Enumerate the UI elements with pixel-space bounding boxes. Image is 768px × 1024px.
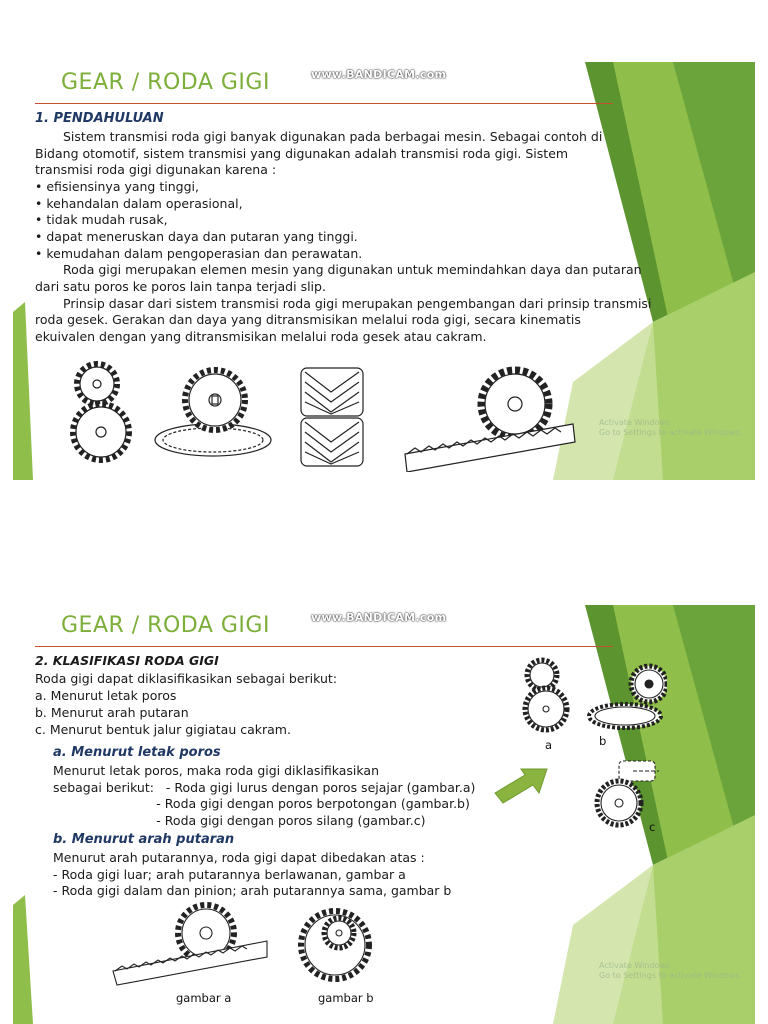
- paragraph-line: Sistem transmisi roda gigi banyak digunakan pada berbagai mesin. Sebagai contoh di: [63, 129, 603, 144]
- intro-line: c. Menurut bentuk jalur gigiatau cakram.: [35, 722, 291, 737]
- paragraph-line: dari satu poros ke poros lain tanpa terjadi slip.: [35, 279, 326, 294]
- spur-gear-pair-image: [65, 360, 145, 470]
- bullet-item: • tidak mudah rusak,: [35, 212, 168, 227]
- paragraph-line: transmisi roda gigi digunakan karena :: [35, 162, 277, 177]
- green-arrow-icon: [491, 763, 553, 807]
- caption-gambar-b: gambar b: [318, 991, 374, 1005]
- bullet-item: • efisiensinya yang tinggi,: [35, 179, 199, 194]
- bandicam-watermark: www.BANDICAM.com: [311, 68, 447, 81]
- rack-and-pinion-image: [403, 362, 578, 472]
- figure-label-a: a: [545, 738, 553, 752]
- section-heading: 1. PENDAHULUAN: [35, 111, 164, 126]
- paragraph-line: ekuivalen dengan yang ditransmisikan melalui roda gesek atau cakram.: [35, 329, 487, 344]
- bullet-item: • kemudahan dalam pengoperasian dan perawatan.: [35, 246, 363, 261]
- slide-2-title: GEAR / RODA GIGI: [61, 613, 270, 638]
- subsection-heading-b: b. Menurut arah putaran: [53, 832, 235, 847]
- subsection-line: - Roda gigi luar; arah putarannya berlawanan, gambar a: [53, 867, 406, 882]
- subsection-line: - Roda gigi dengan poros silang (gambar.c): [53, 813, 426, 828]
- activate-windows-subtitle: Go to Settings to activate Windows.: [599, 428, 743, 437]
- figure-b-bevel-gears: [587, 660, 667, 735]
- intro-line: b. Menurut arah putaran: [35, 705, 189, 720]
- gambar-b-internal-gear-image: [295, 903, 375, 989]
- activate-windows-subtitle: Go to Settings to activate Windows.: [599, 971, 743, 980]
- subsection-line: - Roda gigi dengan poros berpotongan (gambar.b): [53, 796, 470, 811]
- subsection-heading-a: a. Menurut letak poros: [53, 745, 221, 760]
- activate-windows-title: Activate Windows: [599, 961, 671, 970]
- subsection-line: - Roda gigi dalam dan pinion; arah putarannya sama, gambar b: [53, 883, 452, 898]
- title-rule: [35, 103, 613, 104]
- intro-line: a. Menurut letak poros: [35, 688, 177, 703]
- paragraph-line: Prinsip dasar dari sistem transmisi roda gigi merupakan pengembangan dari prinsip transmisi: [63, 296, 652, 311]
- activate-windows-notice: [599, 418, 742, 438]
- herringbone-gear-image: [293, 362, 373, 472]
- subsection-line: Menurut letak poros, maka roda gigi diklasifikasikan: [53, 763, 380, 778]
- activate-windows-title: Activate Windows: [599, 418, 671, 427]
- bevel-gear-image: [153, 362, 273, 458]
- title-rule: [35, 646, 613, 647]
- intro-line: Roda gigi dapat diklasifikasikan sebagai berikut:: [35, 671, 338, 686]
- subsection-line: sebagai berikut: - Roda gigi lurus dengan poros sejajar (gambar.a): [53, 780, 476, 795]
- bandicam-watermark: www.BANDICAM.com: [311, 611, 447, 624]
- slide-2: [13, 605, 755, 1024]
- caption-gambar-a: gambar a: [176, 991, 232, 1005]
- gambar-a-rack-pinion-image: [111, 901, 271, 987]
- paragraph-line: Roda gigi merupakan elemen mesin yang digunakan untuk memindahkan daya dan putaran: [63, 262, 642, 277]
- figure-label-b: b: [599, 734, 607, 748]
- figure-a-spur-gears: [518, 657, 578, 737]
- slide-1-title: GEAR / RODA GIGI: [61, 70, 270, 95]
- bullet-item: • dapat meneruskan daya dan putaran yang tinggi.: [35, 229, 358, 244]
- slide-1: [13, 62, 755, 480]
- paragraph-line: Bidang otomotif, sistem transmisi yang digunakan adalah transmisi roda gigi. Sistem: [35, 146, 569, 161]
- section-heading: 2. KLASIFIKASI RODA GIGI: [35, 653, 219, 668]
- subsection-line: Menurut arah putarannya, roda gigi dapat dibedakan atas :: [53, 850, 425, 865]
- paragraph-line: roda gesek. Gerakan dan daya yang ditransmisikan melalui roda gigi, secara kinematis: [35, 312, 581, 327]
- bullet-item: • kehandalan dalam operasional,: [35, 196, 243, 211]
- figure-label-c: c: [649, 820, 656, 834]
- activate-windows-notice: [599, 961, 742, 981]
